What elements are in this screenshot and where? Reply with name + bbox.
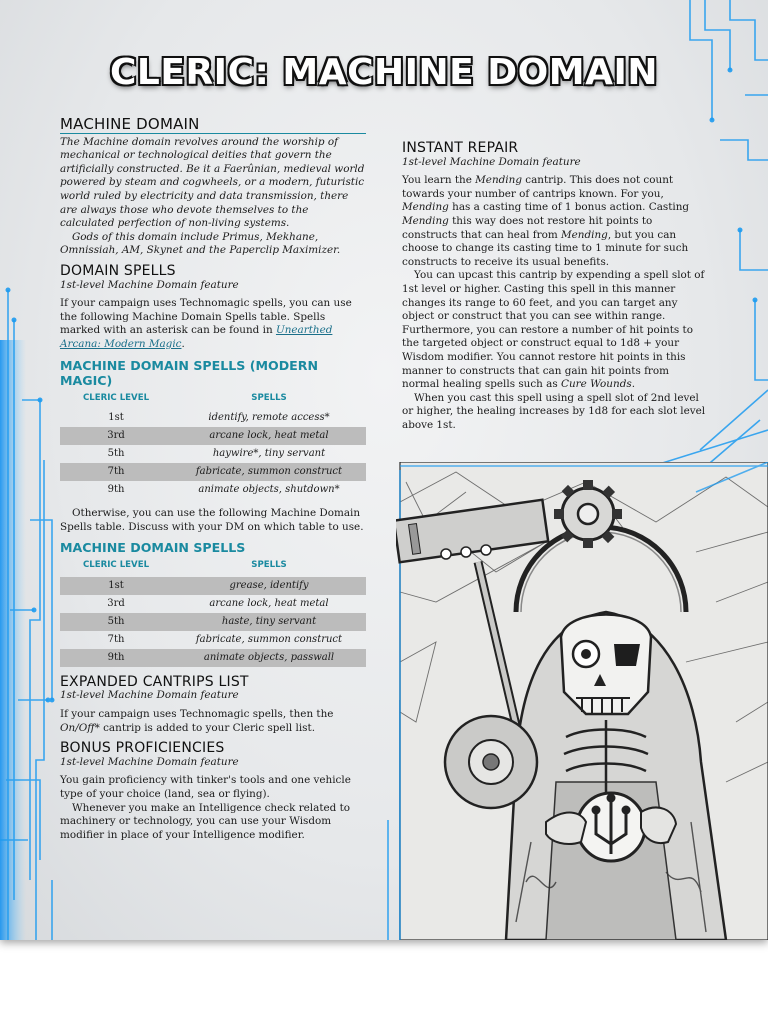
ir-p2-b: . xyxy=(631,378,635,391)
table-row xyxy=(60,463,366,481)
table-header-spells: SPELLS xyxy=(251,560,287,571)
domain-spells-section xyxy=(60,262,366,352)
domain-spells-text xyxy=(60,297,366,351)
table-cell-level: 9th xyxy=(107,484,125,496)
table-cell-spells: fabricate, summon construct xyxy=(195,634,343,646)
table-cell-spells: arcane lock, heat metal xyxy=(172,427,366,445)
instant-repair-heading: INSTANT REPAIR xyxy=(402,140,519,156)
cantrip-spell-name: On/Off* xyxy=(60,721,100,734)
table-cell-spells: identify, remote access* xyxy=(208,412,330,424)
cantrips-text-before: If your campaign uses Technomagic spells, then the xyxy=(60,708,334,721)
table-cell-spells: animate objects, shutdown* xyxy=(198,484,340,496)
ir-p1-b: cantrip. This does not count towards your number of cantrips known. For you, xyxy=(402,174,674,200)
table-header-spells: SPELLS xyxy=(251,392,287,403)
table-cell-level: 5th xyxy=(107,448,125,460)
instant-repair-p2 xyxy=(402,269,708,391)
table-cell-spells: fabricate, summon construct xyxy=(172,463,366,481)
table-cell-level: 1st xyxy=(60,577,172,595)
table-cell-spells: haywire*, tiny servant xyxy=(212,448,326,460)
domain-spells-text-after: . xyxy=(181,337,185,350)
ir-p1-e: , but you can choose to change its casting time to 1 minute for such constructs to receive its usual benefits. xyxy=(402,228,689,268)
table-header-level: CLERIC LEVEL xyxy=(82,560,150,571)
machine-domain-intro: The Machine domain revolves around the worship of mechanical or technological deities that govern the artificially constructed. Be it a Faerûnian, medieval world powered by steam and cogwheels, or a modern, futuristic world ruled by electricity and data transmission, there are always those who devote themselves to the calculated perfection of non-living systems. xyxy=(60,135,365,230)
mending-spell-name: Mending xyxy=(475,174,522,187)
proficiencies-feature: 1st-level Machine Domain feature xyxy=(60,755,239,768)
cantrips-section xyxy=(60,673,366,735)
cantrips-feature: 1st-level Machine Domain feature xyxy=(60,689,239,702)
page-title: CLERIC: MACHINE DOMAIN xyxy=(110,52,658,93)
ir-p1-d: this way does not restore hit points to constructs that can heal from xyxy=(402,214,653,241)
mending-spell-name: Mending xyxy=(561,228,608,241)
machine-domain-heading: MACHINE DOMAIN xyxy=(60,118,366,134)
ir-p1-c: has a casting time of 1 bonus action. Casting xyxy=(452,201,690,214)
table-cell-level: 7th xyxy=(60,463,172,481)
table-cell-level: 5th xyxy=(60,613,172,631)
table2-heading: MACHINE DOMAIN SPELLS xyxy=(60,540,246,556)
table-row xyxy=(60,649,366,667)
table-cell-spells: animate objects, passwall xyxy=(172,649,366,667)
proficiencies-p2: Whenever you make an Intelligence check related to machinery or technology, you can use your Wisdom modifier in place of your Intelligence modifier. xyxy=(60,801,351,841)
table-row xyxy=(60,613,366,631)
domain-spells-heading: DOMAIN SPELLS xyxy=(60,262,176,279)
mending-spell-name: Mending xyxy=(402,214,449,227)
machine-cleric-illustration xyxy=(396,462,768,940)
table-row xyxy=(60,481,366,499)
instant-repair-p3: When you cast this spell using a spell slot of 2nd level or higher, the healing increases by 1d8 for each slot level above 1st. xyxy=(402,391,706,431)
table-row xyxy=(60,577,366,595)
table1-heading: MACHINE DOMAIN SPELLS (MODERN MAGIC) xyxy=(60,357,319,388)
cantrips-text-after: cantrip is added to your Cleric spell list. xyxy=(103,721,315,734)
proficiencies-heading: BONUS PROFICIENCIES xyxy=(60,740,225,757)
cantrips-heading: EXPANDED CANTRIPS LIST xyxy=(60,673,249,690)
instant-repair-p1 xyxy=(402,174,708,269)
ir-p1-a: You learn the xyxy=(402,174,472,187)
left-column xyxy=(60,115,366,842)
table-cell-spells: haste, tiny servant xyxy=(172,613,366,631)
table-header-level: CLERIC LEVEL xyxy=(82,392,150,403)
machine-domain-gods: Gods of this domain include Primus, Mekhane, Omnissiah, AM, Skynet and the Paperclip Maximizer. xyxy=(60,230,341,257)
table-cell-level: 3rd xyxy=(107,598,125,610)
domain-spells-text-before: If your campaign uses Technomagic spells, you can use the following Machine Domain Spells table. Spells marked with an asterisk can be found in xyxy=(60,297,352,337)
table-cell-spells: arcane lock, heat metal xyxy=(209,598,329,610)
table-cell-level: 3rd xyxy=(60,427,172,445)
domain-spells-feature: 1st-level Machine Domain feature xyxy=(60,278,239,291)
table-row xyxy=(60,409,366,427)
mending-spell-name: Mending xyxy=(402,201,449,214)
table-row xyxy=(60,595,366,613)
ir-p2-a: You can upcast this cantrip by expending a spell slot of 1st level or higher. Casting this spell in this manner changes its range to 60 feet, and you can target any object or construct that you can see within range. Furthermore, you can restore a number of hit points to the targeted object or construct equal to 1d8 + your Wisdom modifier. You cannot restore hit points in this manner to constructs that can gain hit points from normal healing spells such as xyxy=(402,269,705,391)
spells-table-modern-magic xyxy=(60,390,366,500)
table-row xyxy=(60,427,366,445)
table-header-row xyxy=(60,557,366,577)
modern-magic-link[interactable]: Unearthed Arcana: Modern Magic xyxy=(60,324,333,350)
cure-wounds-spell-name: Cure Wounds xyxy=(561,378,632,391)
instant-repair-feature: 1st-level Machine Domain feature xyxy=(402,155,581,168)
proficiencies-p1: You gain proficiency with tinker's tools and one vehicle type of your choice (land, sea or flying). xyxy=(60,774,351,801)
cantrips-text xyxy=(60,708,366,735)
spells-table-standard xyxy=(60,557,366,667)
table-cell-level: 9th xyxy=(60,649,172,667)
table-row xyxy=(60,631,366,649)
proficiencies-section xyxy=(60,742,366,842)
table-header-row xyxy=(60,390,366,410)
otherwise-text: Otherwise, you can use the following Machine Domain Spells table. Discuss with your DM on which table to use. xyxy=(60,507,364,533)
table-row xyxy=(60,445,366,463)
table-cell-spells: grease, identify xyxy=(172,577,366,595)
table-cell-level: 7th xyxy=(107,634,125,646)
table-cell-level: 1st xyxy=(108,412,124,424)
right-column xyxy=(402,142,708,432)
